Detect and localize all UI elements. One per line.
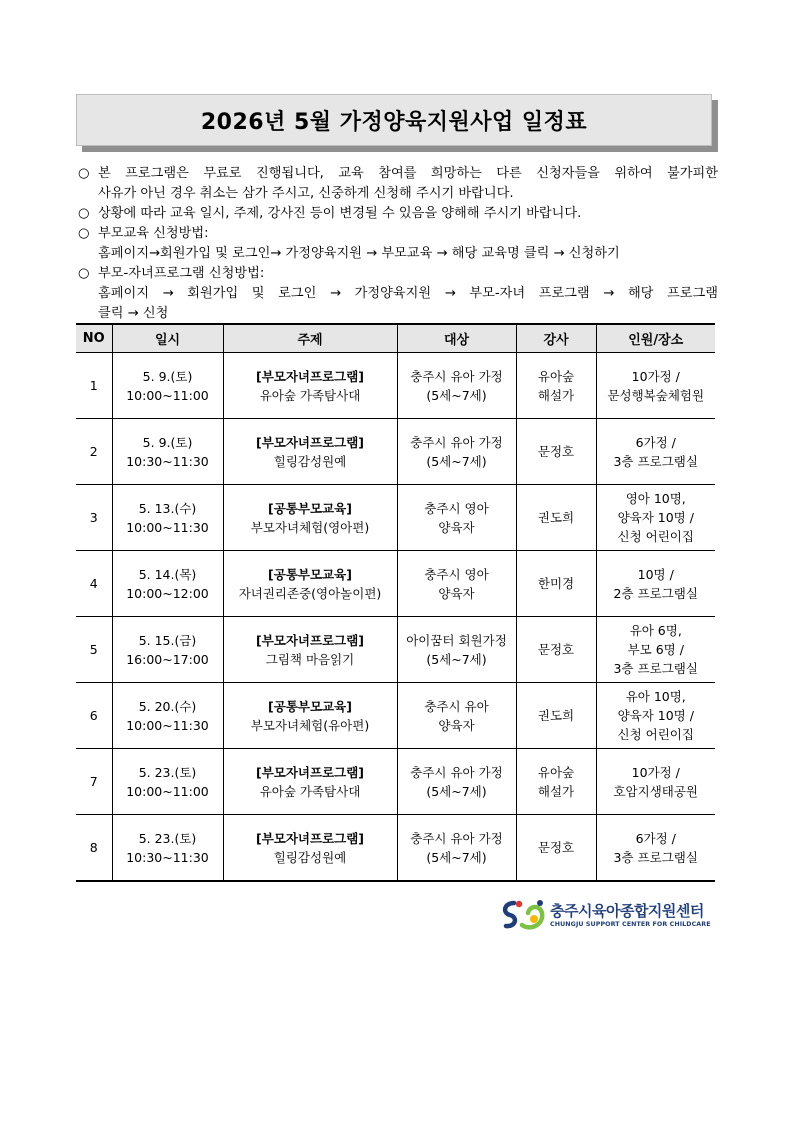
circle-bullet-icon: ○ [78, 206, 90, 221]
cell-target [397, 551, 516, 617]
instructor-line: 유아숲 [537, 764, 575, 780]
place-line: 3층 프로그램실 [613, 661, 698, 676]
header-instructor: 강사 [516, 324, 596, 353]
cell-date [112, 353, 223, 419]
instructor-line: 권도희 [537, 708, 575, 723]
cell-place [596, 419, 715, 485]
date-line: 10:00~11:00 [126, 783, 209, 799]
cell-no: 3 [76, 485, 112, 551]
date-line: 10:30~11:30 [126, 453, 209, 469]
cell-instructor [516, 485, 596, 551]
cell-place [596, 815, 715, 882]
header-target: 대상 [397, 324, 516, 353]
cell-topic [223, 485, 397, 551]
date-line: 10:00~12:00 [126, 585, 209, 601]
target-line: (5세~7세) [426, 849, 487, 865]
target-line: 충주시 유아 가정 [410, 434, 503, 450]
circle-bullet-icon: ○ [78, 226, 90, 241]
target-line: 충주시 유아 [424, 698, 489, 714]
target-line: 충주시 유아 가정 [410, 830, 503, 846]
date-line: 5. 9.(토) [142, 434, 193, 450]
cell-target [397, 683, 516, 749]
place-line: 문성행복숲체험원 [607, 387, 705, 403]
header-place: 인원/장소 [596, 324, 715, 353]
cell-target [397, 419, 516, 485]
table-row [76, 683, 715, 749]
date-line: 5. 23.(토) [138, 830, 197, 846]
notice-item [78, 224, 718, 264]
footer-logo [500, 896, 720, 932]
notice-item [78, 264, 718, 324]
instructor-line: 권도희 [537, 510, 575, 525]
cell-no: 1 [76, 353, 112, 419]
cell-instructor [516, 815, 596, 882]
place-line: 유아 10명, [625, 689, 686, 704]
table-row [76, 419, 715, 485]
place-line: 10가정 / [631, 368, 680, 384]
cell-date [112, 815, 223, 882]
cell-no: 8 [76, 815, 112, 882]
header-date: 일시 [112, 324, 223, 353]
notice-list [78, 164, 718, 324]
center-name-korean: 충주시육아종합지원센터 [550, 902, 704, 920]
cell-target [397, 815, 516, 882]
date-line: 10:00~11:00 [126, 387, 209, 403]
target-line: (5세~7세) [426, 783, 487, 799]
table-row [76, 749, 715, 815]
target-line: 충주시 영아 [424, 500, 489, 516]
instructor-line: 문정호 [537, 840, 575, 855]
topic-title: 그림책 마음읽기 [265, 651, 355, 667]
cell-instructor [516, 749, 596, 815]
date-line: 5. 9.(토) [142, 368, 193, 384]
cell-topic [223, 353, 397, 419]
cell-instructor [516, 353, 596, 419]
cell-instructor [516, 419, 596, 485]
topic-title: 부모자녀체험(영아편) [250, 519, 370, 535]
cell-place [596, 749, 715, 815]
target-line: (5세~7세) [426, 387, 487, 403]
notice-line: 홈페이지 → 회원가입 및 로그인 → 가정양육지원 → 부모-자녀 프로그램 → 해당 프로그램 [98, 286, 718, 301]
place-line: 신청 어린이집 [617, 529, 694, 544]
date-line: 10:00~11:30 [126, 717, 209, 733]
date-line: 5. 13.(수) [138, 500, 197, 516]
date-line: 16:00~17:00 [126, 651, 209, 667]
cell-date [112, 749, 223, 815]
topic-category: [공통부모교육] [268, 500, 352, 516]
instructor-line: 문정호 [537, 444, 575, 459]
topic-title: 힐링감성원예 [273, 849, 347, 865]
cell-no: 2 [76, 419, 112, 485]
place-line: 호암지생태공원 [613, 783, 699, 799]
cell-topic [223, 815, 397, 882]
notice-line: 홈페이지→회원가입 및 로그인→ 가정양육지원 → 부모교육 → 해당 교육명 클릭 → 신청하기 [98, 246, 620, 261]
place-line: 양육자 10명 / [617, 708, 694, 723]
cell-date [112, 485, 223, 551]
cell-date [112, 683, 223, 749]
childcare-center-logo-icon [500, 897, 548, 931]
date-line: 5. 23.(토) [138, 764, 197, 780]
center-name-english: CHUNGJU SUPPORT CENTER FOR CHILDCARE [550, 921, 711, 928]
circle-bullet-icon: ○ [78, 266, 90, 281]
place-line: 부모 6명 / [627, 642, 684, 657]
notice-item [78, 204, 718, 224]
topic-category: [부모자녀프로그램] [255, 434, 365, 450]
cell-place [596, 485, 715, 551]
cell-topic [223, 551, 397, 617]
place-line: 2층 프로그램실 [613, 585, 698, 601]
topic-category: [부모자녀프로그램] [255, 632, 365, 648]
date-line: 5. 14.(목) [138, 566, 197, 582]
table-row [76, 551, 715, 617]
place-line: 10가정 / [631, 764, 680, 780]
topic-title: 유아숲 가족탐사대 [259, 387, 361, 403]
table-header-row [76, 324, 715, 353]
target-line: 아이꿈터 회원가정 [406, 632, 507, 648]
instructor-line: 해설가 [537, 387, 575, 403]
target-line: 충주시 유아 가정 [410, 368, 503, 384]
title-box [76, 94, 712, 146]
notice-line: 부모-자녀프로그램 신청방법: [98, 266, 265, 281]
notice-line: 부모교육 신청방법: [98, 226, 209, 241]
place-line: 양육자 10명 / [617, 510, 694, 525]
circle-bullet-icon: ○ [78, 166, 90, 181]
table-row [76, 815, 715, 882]
notice-line: 클릭 → 신청 [98, 306, 169, 321]
cell-date [112, 617, 223, 683]
place-line: 3층 프로그램실 [613, 453, 698, 469]
instructor-line: 유아숲 [537, 368, 575, 384]
date-line: 10:30~11:30 [126, 849, 209, 865]
cell-topic [223, 683, 397, 749]
cell-target [397, 485, 516, 551]
cell-target [397, 749, 516, 815]
cell-place [596, 551, 715, 617]
place-line: 유아 6명, [629, 623, 682, 638]
page-title: 2026년 5월 가정양육지원사업 일정표 [200, 109, 588, 135]
cell-date [112, 419, 223, 485]
topic-category: [부모자녀프로그램] [255, 764, 365, 780]
topic-category: [부모자녀프로그램] [255, 830, 365, 846]
place-line: 6가정 / [635, 434, 676, 450]
notice-item [78, 164, 718, 204]
instructor-line: 문정호 [537, 642, 575, 657]
place-line: 영아 10명, [625, 491, 686, 506]
place-line: 신청 어린이집 [617, 727, 694, 742]
topic-title: 힐링감성원예 [273, 453, 347, 469]
schedule-table [76, 323, 715, 882]
date-line: 5. 15.(금) [138, 632, 197, 648]
cell-topic [223, 749, 397, 815]
instructor-line: 한미경 [537, 576, 575, 591]
cell-instructor [516, 551, 596, 617]
cell-no: 4 [76, 551, 112, 617]
target-line: (5세~7세) [426, 453, 487, 469]
topic-title: 유아숲 가족탐사대 [259, 783, 361, 799]
topic-category: [공통부모교육] [268, 566, 352, 582]
header-topic: 주제 [223, 324, 397, 353]
header-no: NO [76, 324, 112, 353]
topic-title: 자녀권리존중(영아놀이편) [238, 585, 382, 601]
place-line: 6가정 / [635, 830, 676, 846]
cell-no: 6 [76, 683, 112, 749]
target-line: 양육자 [438, 585, 475, 601]
topic-title: 부모자녀체험(유아편) [250, 717, 370, 733]
cell-place [596, 683, 715, 749]
table-row [76, 353, 715, 419]
notice-line: 상황에 따라 교육 일시, 주제, 강사진 등이 변경될 수 있음을 양해해 주시기 바랍니다. [98, 206, 582, 221]
cell-topic [223, 419, 397, 485]
place-line: 3층 프로그램실 [613, 849, 698, 865]
target-line: (5세~7세) [426, 651, 487, 667]
date-line: 5. 20.(수) [138, 698, 197, 714]
date-line: 10:00~11:30 [126, 519, 209, 535]
cell-no: 5 [76, 617, 112, 683]
target-line: 양육자 [438, 519, 475, 535]
target-line: 양육자 [438, 717, 475, 733]
cell-target [397, 353, 516, 419]
topic-category: [부모자녀프로그램] [255, 368, 365, 384]
cell-place [596, 353, 715, 419]
target-line: 충주시 영아 [424, 566, 489, 582]
instructor-line: 해설가 [537, 783, 575, 799]
cell-no: 7 [76, 749, 112, 815]
cell-place [596, 617, 715, 683]
place-line: 10명 / [637, 566, 674, 582]
notice-line: 사유가 아닌 경우 취소는 삼가 주시고, 신중하게 신청해 주시기 바랍니다. [98, 186, 514, 201]
cell-target [397, 617, 516, 683]
notice-line: 본 프로그램은 무료로 진행됩니다, 교육 참여를 희망하는 다른 신청자들을 위하여 불가피한 [98, 166, 718, 181]
cell-topic [223, 617, 397, 683]
cell-instructor [516, 683, 596, 749]
cell-instructor [516, 617, 596, 683]
topic-category: [공통부모교육] [268, 698, 352, 714]
table-row [76, 485, 715, 551]
target-line: 충주시 유아 가정 [410, 764, 503, 780]
table-row [76, 617, 715, 683]
cell-date [112, 551, 223, 617]
